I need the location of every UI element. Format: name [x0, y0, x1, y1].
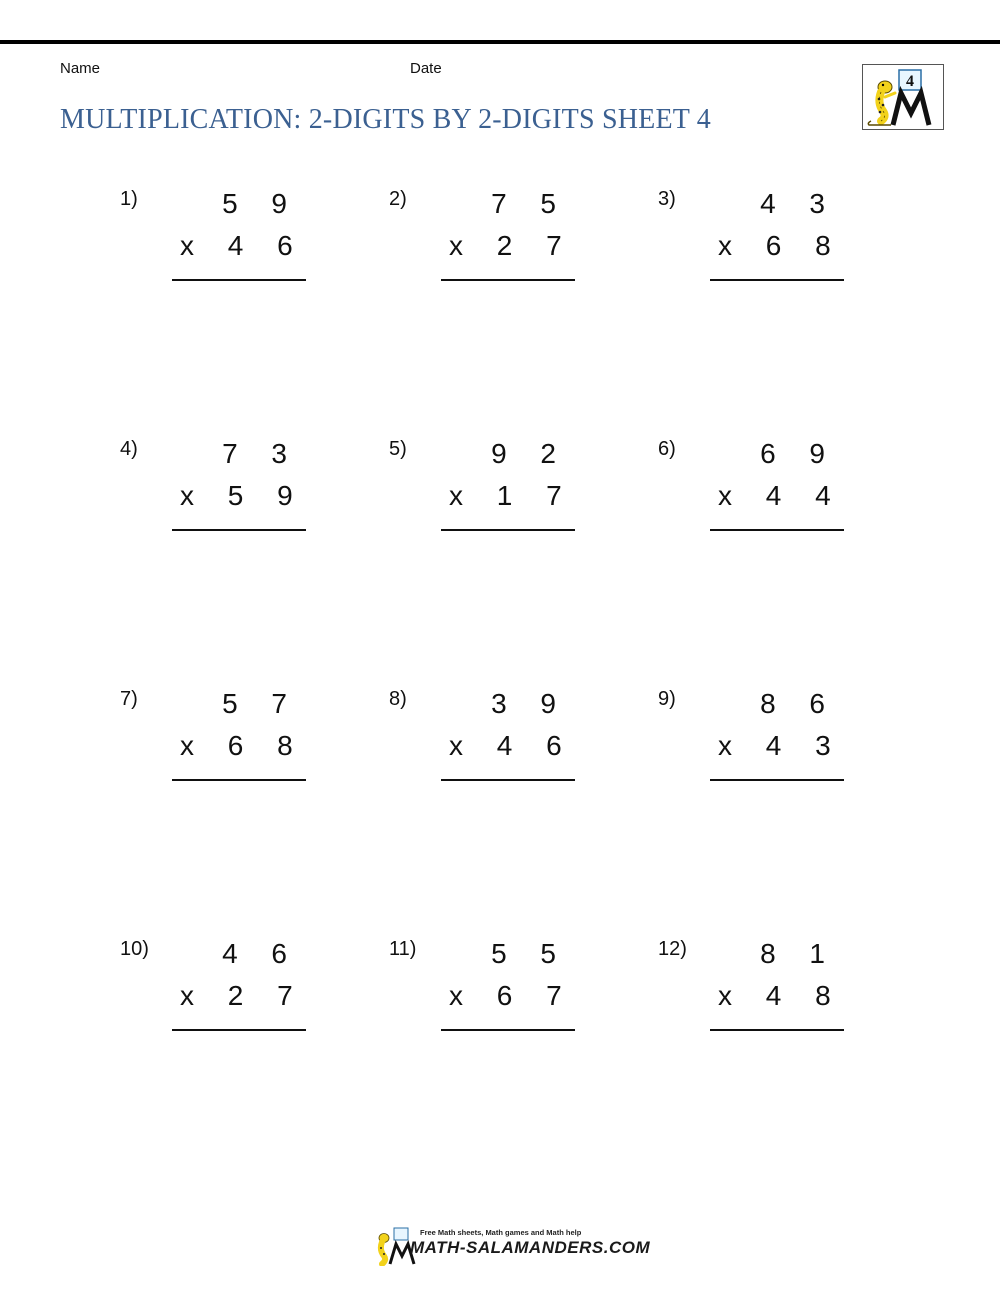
- problem-10: [120, 938, 390, 1058]
- problem-7: [120, 688, 390, 808]
- answer-line: [710, 529, 844, 531]
- bottom-operand: x 4 6: [180, 230, 306, 261]
- problem-number: 2): [389, 188, 407, 210]
- footer-site-link[interactable]: MATH-SALAMANDERS.COM: [410, 1238, 651, 1257]
- bottom-operand: x 5 9: [180, 480, 306, 511]
- bottom-operand: x 4 6: [449, 730, 575, 761]
- problem-12: [658, 938, 928, 1058]
- problem-number: 11): [389, 938, 417, 960]
- answer-line: [710, 1029, 844, 1031]
- answer-line: [710, 279, 844, 281]
- problem-11: [389, 938, 659, 1058]
- top-operand: 7 5: [491, 188, 569, 219]
- problem-2: [389, 188, 659, 308]
- answer-line: [441, 1029, 575, 1031]
- top-operand: 4 3: [760, 188, 838, 219]
- bottom-operand: x 2 7: [180, 980, 306, 1011]
- problem-number: 1): [120, 188, 138, 210]
- top-operand: 8 1: [760, 938, 838, 969]
- problem-1: [120, 188, 390, 308]
- footer: [372, 1226, 651, 1266]
- problem-8: [389, 688, 659, 808]
- top-operand: 5 9: [222, 188, 300, 219]
- answer-line: [172, 279, 306, 281]
- problem-number: 8): [389, 688, 407, 710]
- bottom-operand: x 2 7: [449, 230, 575, 261]
- answer-line: [441, 279, 575, 281]
- problem-number: 4): [120, 438, 138, 460]
- footer-tagline: Free Math sheets, Math games and Math help: [420, 1228, 582, 1237]
- salamander-logo-icon: [862, 64, 944, 130]
- page-title: MULTIPLICATION: 2-DIGITS BY 2-DIGITS SHEET 4: [60, 104, 711, 135]
- bottom-operand: x 6 8: [180, 730, 306, 761]
- problem-5: [389, 438, 659, 558]
- answer-line: [172, 529, 306, 531]
- top-operand: 8 6: [760, 688, 838, 719]
- top-operand: 3 9: [491, 688, 569, 719]
- problem-3: [658, 188, 928, 308]
- top-operand: 7 3: [222, 438, 300, 469]
- top-operand: 6 9: [760, 438, 838, 469]
- top-operand: 9 2: [491, 438, 569, 469]
- top-operand: 4 6: [222, 938, 300, 969]
- top-operand: 5 7: [222, 688, 300, 719]
- bottom-operand: x 4 4: [718, 480, 844, 511]
- top-operand: 5 5: [491, 938, 569, 969]
- salamander-icon: [868, 81, 895, 125]
- problem-number: 12): [658, 938, 687, 960]
- answer-line: [441, 529, 575, 531]
- problem-4: [120, 438, 390, 558]
- bottom-operand: x 6 7: [449, 980, 575, 1011]
- problem-number: 10): [120, 938, 149, 960]
- bottom-operand: x 4 3: [718, 730, 844, 761]
- problem-number: 6): [658, 438, 676, 460]
- problem-number: 7): [120, 688, 138, 710]
- answer-line: [710, 779, 844, 781]
- answer-line: [441, 779, 575, 781]
- bottom-operand: x 6 8: [718, 230, 844, 261]
- problem-number: 5): [389, 438, 407, 460]
- name-label: Name: [60, 60, 101, 77]
- problem-6: [658, 438, 928, 558]
- top-rule: [0, 40, 1000, 44]
- problem-9: [658, 688, 928, 808]
- problem-number: 3): [658, 188, 676, 210]
- logo-badge: 4: [906, 73, 914, 90]
- answer-line: [172, 779, 306, 781]
- bottom-operand: x 1 7: [449, 480, 575, 511]
- date-label: Date: [410, 60, 442, 77]
- answer-line: [172, 1029, 306, 1031]
- problem-number: 9): [658, 688, 676, 710]
- bottom-operand: x 4 8: [718, 980, 844, 1011]
